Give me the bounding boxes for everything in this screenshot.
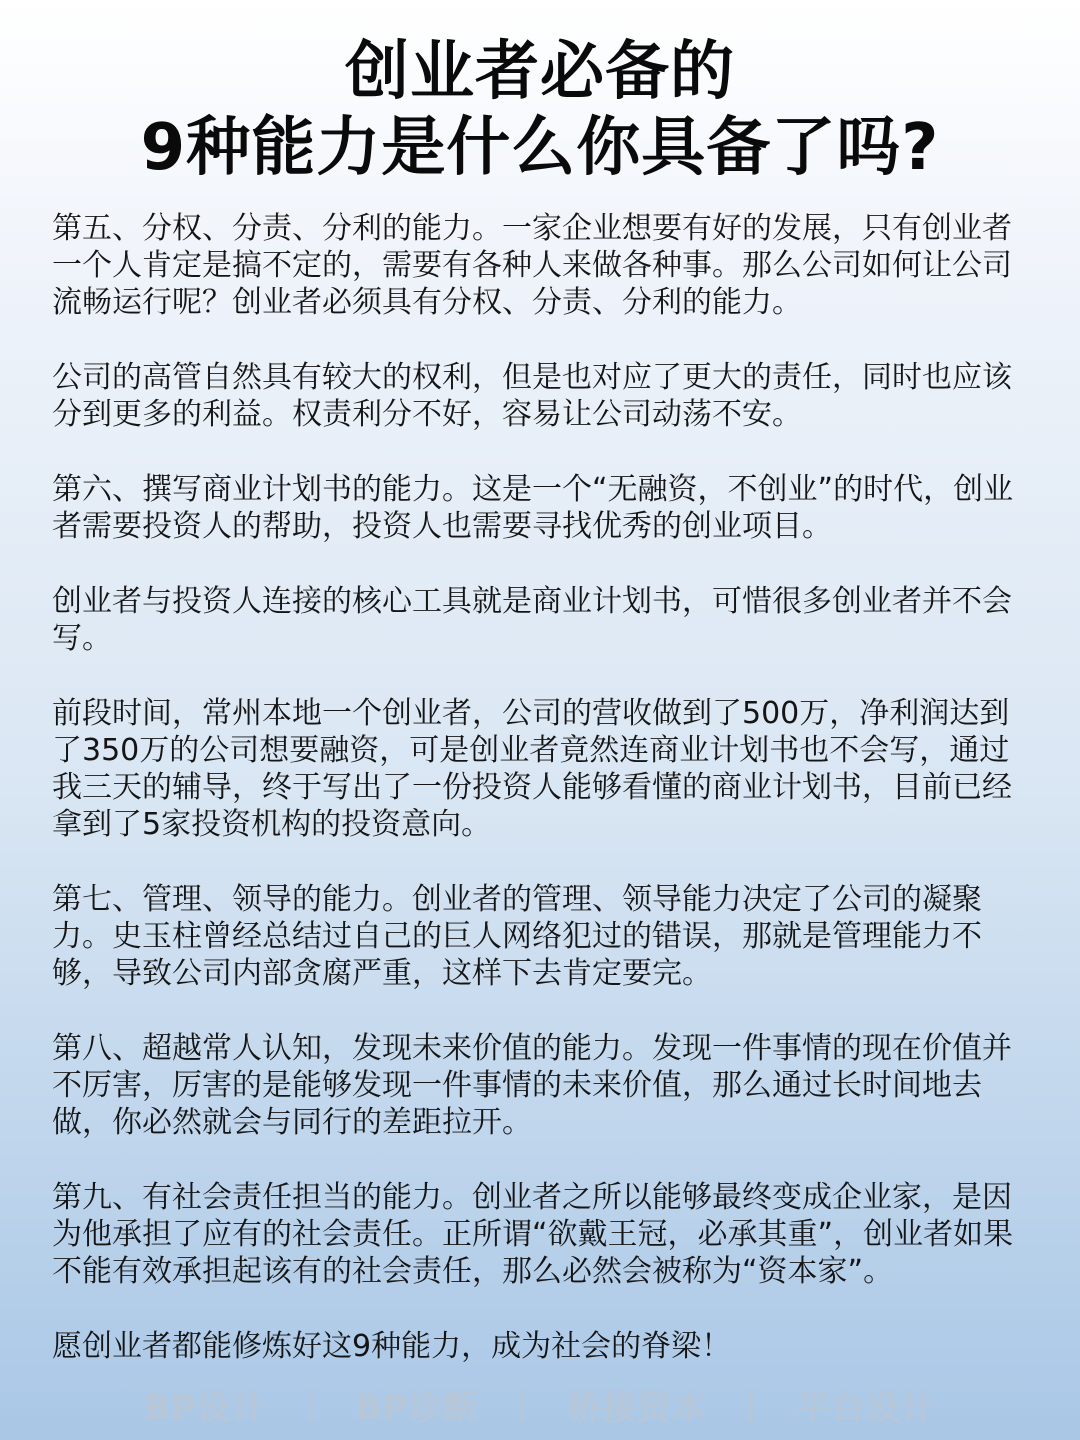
footer-separator: 丨: [505, 1388, 541, 1428]
footer-item-bp-design: BP设计: [144, 1388, 267, 1428]
paragraph-8th-ability: 第八、超越常人认知，发现未来价值的能力。发现一件事情的现在价值并不厉害，厉害的是能够发现一件事情的未来价值，那么通过长时间地去做，你必然就会与同行的差距拉开。: [52, 1031, 1012, 1140]
paragraph-7th-ability: 第七、管理、领导的能力。创业者的管理、领导能力决定了公司的凝聚力。史玉柱曾经总结过自己的巨人网络犯过的错误，那就是管理能力不够，导致公司内部贪腐严重，这样下去肯定要完。: [52, 882, 982, 991]
paragraph-9th-ability: 第九、有社会责任担当的能力。创业者之所以能够最终变成企业家，是因为他承担了应有的社会责任。正所谓“欲戴王冠，必承其重”，创业者如果不能有效承担起该有的社会责任，那么必然会被称为“资本家”。: [52, 1180, 1014, 1289]
footer-separator: 丨: [734, 1388, 770, 1428]
footer-item-platform-design: 平台设计: [795, 1388, 936, 1428]
paragraph-5th-ability: 第五、分权、分责、分利的能力。一家企业想要有好的发展，只有创业者一个人肯定是搞不定的，需要有各种人来做各种事。那么公司如何让公司流畅运行呢？创业者必须具有分权、分责、分利的能力。: [52, 211, 1012, 320]
footer-item-bridge-capital: 桥接资本: [567, 1388, 708, 1428]
title-line-2: 9种能力是什么你具备了吗?: [140, 111, 940, 185]
paragraph-business-plan-tool: 创业者与投资人连接的核心工具就是商业计划书，可惜很多创业者并不会写。: [52, 584, 1012, 656]
footer-services: [0, 1380, 1080, 1429]
paragraph-closing: 愿创业者都能修炼好这9种能力，成为社会的脊梁！: [52, 1329, 732, 1364]
paragraph-executive-rights: 公司的高管自然具有较大的权利，但是也对应了更大的责任，同时也应该分到更多的利益。权责利分不好，容易让公司动荡不安。: [52, 360, 1012, 432]
footer-separator: 丨: [293, 1388, 329, 1428]
page-title: [0, 34, 1080, 186]
article-body: [52, 210, 1037, 1403]
paragraph-6th-ability: 第六、撰写商业计划书的能力。这是一个“无融资，不创业”的时代，创业者需要投资人的帮助，投资人也需要寻找优秀的创业项目。: [52, 472, 1014, 544]
title-line-1: 创业者必备的: [345, 35, 735, 109]
paragraph-changzhou-case: 前段时间，常州本地一个创业者，公司的营收做到了500万，净利润达到了350万的公司想要融资，可是创业者竟然连商业计划书也不会写，通过我三天的辅导，终于写出了一份投资人能够看懂的商业计划书，目前已经拿到了5家投资机构的投资意向。: [52, 696, 1012, 842]
footer-item-bp-diagnosis: BP诊断: [355, 1388, 479, 1428]
